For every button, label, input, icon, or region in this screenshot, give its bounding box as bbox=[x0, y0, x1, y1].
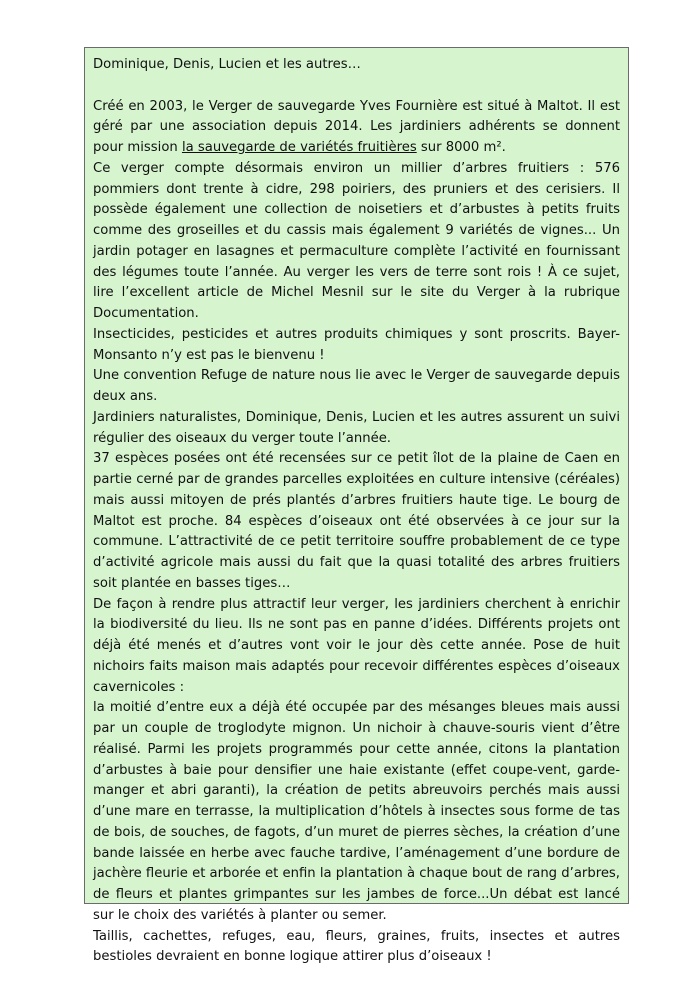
paragraph-naturalists: Jardiniers naturalistes, Dominique, Denis, Lucien et les autres assurent un suivi régulier des oiseaux du verger toute l’année. bbox=[93, 409, 620, 446]
paragraph-orchard: Ce verger compte désormais environ un millier d’arbres fruitiers : 576 pommiers dont trente à cidre, 298 poiriers, des pruniers et des cerisiers. Il possède également une collection de noisetiers et d’arbustes à petits fruits comme des groseilles et du cassis mais également 9 variétés de vignes... Un jardin potager en lasagnes et permaculture complète l’activité en fournissant des légumes toute l’année. Au verger les vers de terre sont rois ! À ce sujet, lire l’excellent article de Michel Mesnil sur le site du Verger à la rubrique Documentation. bbox=[93, 160, 620, 321]
paragraph-biodiversity: De façon à rendre plus attractif leur verger, les jardiniers cherchent à enrichir la biodiversité du lieu. Ils ne sont pas en panne d’idées. Différents projets ont déjà été menés et d’autres vont voir le jour dès cette année. Pose de huit nichoirs faits maison mais adaptés pour recevoir différentes espèces d’oiseaux cavernicoles : bbox=[93, 596, 620, 695]
paragraph-projects: la moitié d’entre eux a déjà été occupée par des mésanges bleues mais aussi par un couple de troglodyte mignon. Un nichoir à chauve-souris vient d’être réalisé. Parmi les projets programmés pour cette année, citons la plantation d’arbustes à baie pour densifier une haie existante (effet coupe-vent, garde-manger et abri garanti), la création de petits abreuvoirs perchés mais aussi d’une mare en terrasse, la multiplication d’hôtels à insectes sous forme de tas de bois, de souches, de fagots, d’un muret de pierres sèches, la création d’une bande laissée en herbe avec fauche tardive, l’aménagement d’une bordure de jachère fleurie et arborée et enfin la plantation à chaque bout de rang d’arbres, de fleurs et plantes grimpantes sur les jambes de force...Un débat est lancé sur le choix des variétés à planter ou semer. bbox=[93, 700, 620, 923]
paragraph-conclusion: Taillis, cachettes, refuges, eau, fleurs, graines, fruits, insectes et autres bestioles devraient en bonne logique attirer plus d’oiseaux ! bbox=[93, 928, 620, 965]
document-title: Dominique, Denis, Lucien et les autres… bbox=[93, 57, 361, 72]
text-box bbox=[84, 47, 629, 965]
conservation-link[interactable]: la sauvegarde de variétés fruitières bbox=[181, 140, 417, 155]
paragraph-pesticides: Insecticides, pesticides et autres produits chimiques y sont proscrits. Bayer-Monsanto n’y est pas le bienvenu ! bbox=[93, 326, 620, 363]
paragraph-convention: Une convention Refuge de nature nous lie avec le Verger de sauvegarde depuis deux ans. bbox=[93, 368, 620, 404]
paragraph-species: 37 espèces posées ont été recensées sur ce petit îlot de la plaine de Caen en partie cerné par de grandes parcelles exploitées en culture intensive (céréales) mais aussi mitoyen de prés plantés d’arbres fruitiers haute tige. Le bourg de Maltot est proche. 84 espèces d’oiseaux ont été observées à ce jour sur la commune. L’attractivité de ce petit territoire souffre probablement de ce type d’activité agricole mais aussi du fait que la quasi totalité des arbres fruitiers soit plantée en basses tiges… bbox=[93, 451, 620, 591]
intro-text: Créé en 2003, le Verger de sauvegarde Yves Fournière est situé à Maltot. Il est géré par une association depuis 2014. Les jardiniers adhérents se donnent pour mission bbox=[93, 98, 620, 155]
blank-line bbox=[93, 76, 620, 97]
intro-area-text: sur 8000 m². bbox=[416, 140, 506, 155]
intro-paragraph bbox=[93, 97, 620, 159]
